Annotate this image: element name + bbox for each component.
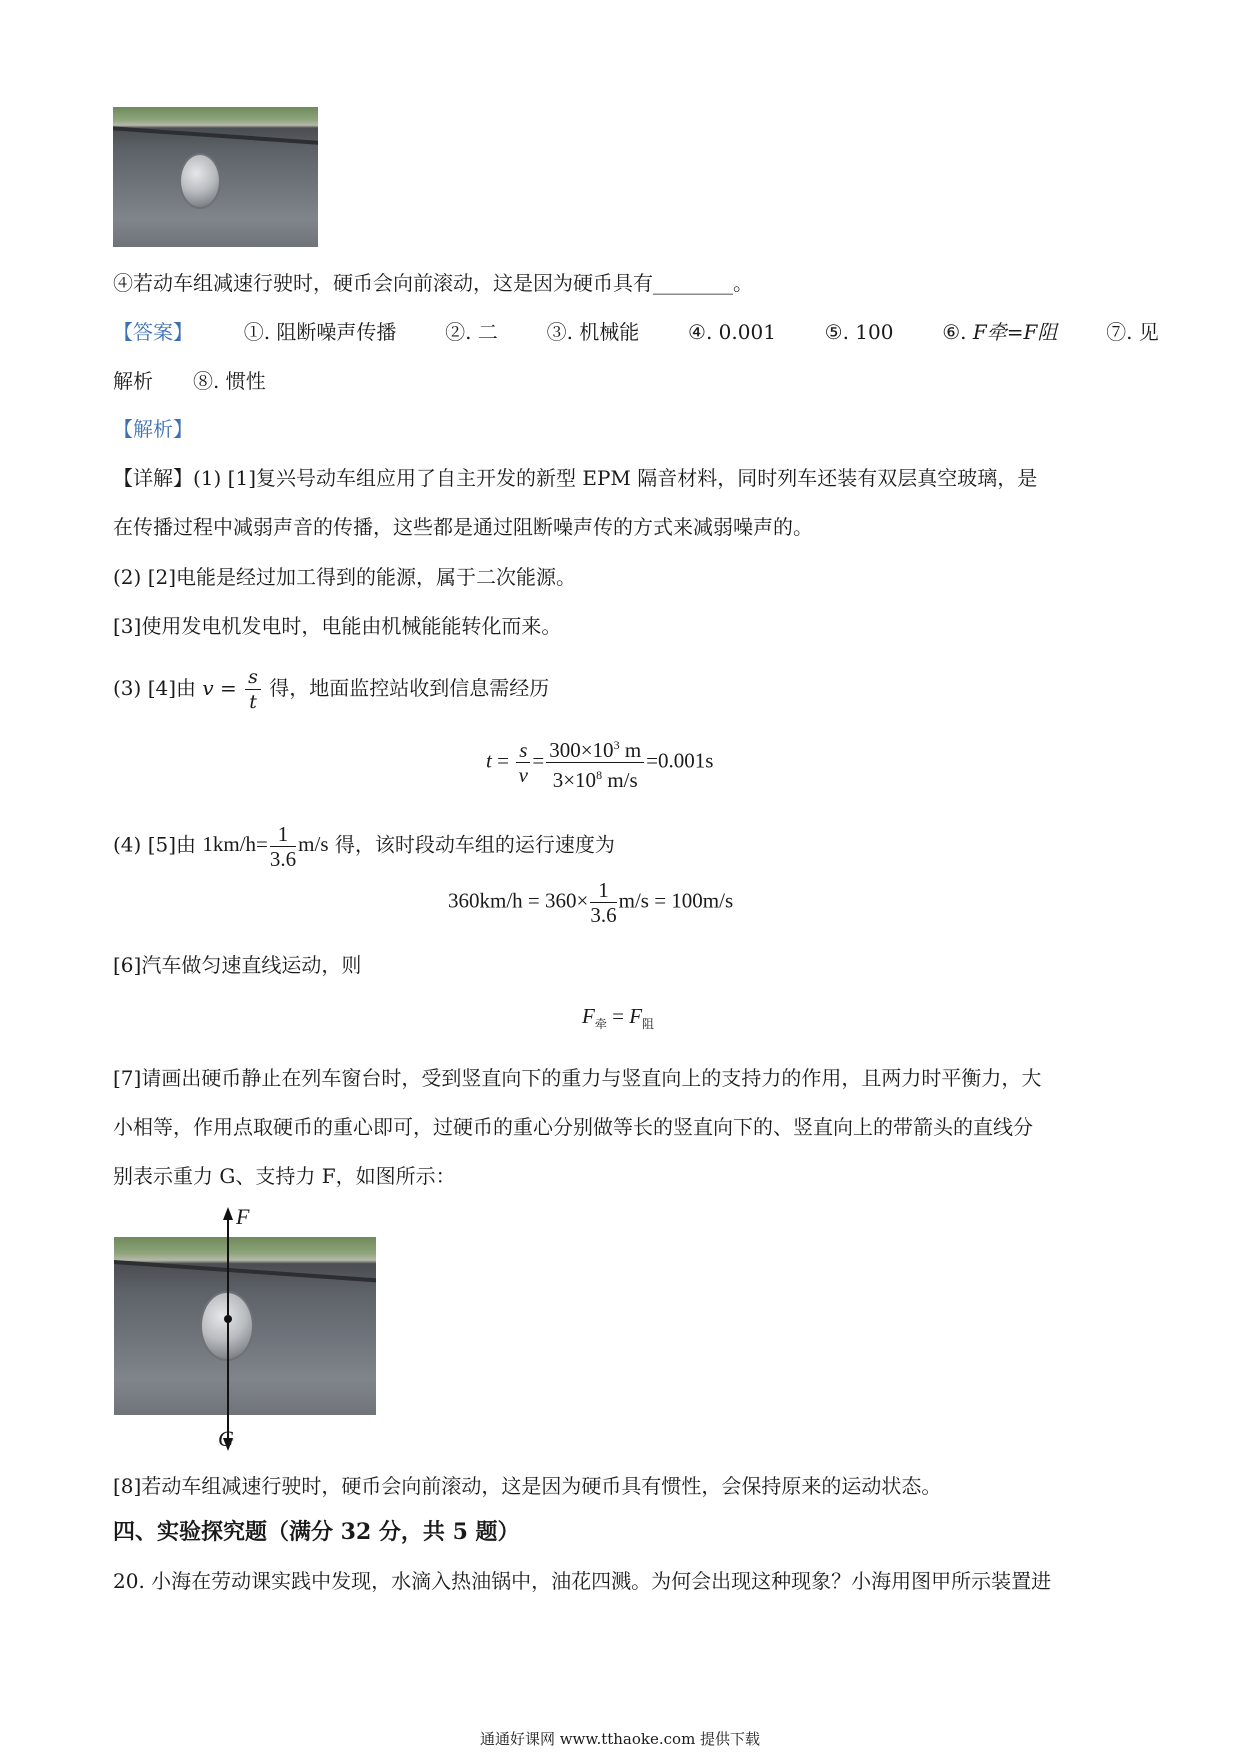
v-equals-s-over-t: v = $\frac{s}{t}$ [202, 676, 269, 700]
answer-item-6: ⑥. [942, 320, 973, 344]
detail-p1b: 在传播过程中减弱声音的传播，这些都是通过阻断噪声传的方式来减弱噪声的。 [113, 515, 813, 539]
detail-p5-post: 得，该时段动车组的运行速度为 [334, 832, 615, 857]
equation-force-balance: $F_牵 = F_阻$ [582, 1004, 655, 1032]
analysis-label: 【解析】 [113, 417, 193, 441]
force-label-f: F [236, 1204, 250, 1229]
answer-item-5: ⑤. 100 [824, 320, 894, 344]
q4-statement: ④若动车组减速行驶时，硬币会向前滚动，这是因为硬币具有________。 [113, 271, 753, 295]
detail-p4-post: 得，地面监控站收到信息需经历 [269, 676, 550, 700]
page-footer: 通通好课网 www.tthaoke.com 提供下载 [479, 1730, 761, 1748]
answer-item-1: ①. 阻断噪声传播 [243, 320, 397, 344]
detail-p3: [3]使用发电机发电时，电能由机械能能转化而来。 [113, 614, 562, 638]
section-heading: 四、实验探究题（满分 32 分，共 5 题） [113, 1519, 520, 1545]
answer-item-7: ⑦. 见 [1106, 320, 1159, 344]
coin-photo-top [113, 107, 318, 247]
detail-p4-pre: (3) [4]由 [113, 676, 197, 700]
force-label-g: G [218, 1426, 234, 1451]
coin-image [179, 153, 221, 209]
detail-p1a: 【详解】(1) [1]复兴号动车组应用了自主开发的新型 EPM 隔音材料，同时列车还装有双层真空玻璃，是 [113, 466, 1038, 490]
question-20: 20. 小海在劳动课实践中发现，水滴入热油锅中，油花四溅。为何会出现这种现象？小海用图甲所示装置进 [113, 1569, 1052, 1593]
answer-label: 【答案】 [113, 320, 193, 344]
force-arrows [190, 1205, 270, 1460]
detail-p4 [113, 665, 549, 714]
detail-p8: [8]若动车组减速行驶时，硬币会向前滚动，这是因为硬币具有惯性，会保持原来的运动状态。 [113, 1474, 942, 1498]
detail-p7c: 别表示重力 G、支持力 F，如图所示： [113, 1164, 456, 1188]
equation-time: t = $\frac{s}{v}$ = $\frac{300\times 10^3 m}{3\times 10^8 m/s}$ =0.001s [486, 733, 713, 792]
answer-item-6-formula: F牵=F阻 [972, 320, 1058, 344]
detail-p7a: [7]请画出硬币静止在列车窗台时，受到竖直向下的重力与竖直向上的支持力的作用，且两力时平衡力，大 [113, 1066, 1042, 1090]
answer-item-3: ③. 机械能 [546, 320, 640, 344]
detail-p7b: 小相等，作用点取硬币的重心即可，过硬币的重心分别做等长的竖直向下的、竖直向上的带箭头的直线分 [113, 1115, 1033, 1139]
answer-item-2: ②. 二 [445, 320, 498, 344]
answer-line-2: 解析 ⑧. 惯性 [113, 369, 266, 393]
answer-item-4: ④. 0.001 [688, 320, 776, 344]
conversion-formula: 1km/h= $\frac{1}{3.6}$ m/s [202, 822, 329, 871]
equation-speed: 360km/h = 360× $\frac{1}{3.6}$ m/s = 100m/s [448, 878, 734, 927]
detail-p6: [6]汽车做匀速直线运动，则 [113, 953, 362, 977]
answer-line [113, 317, 1159, 347]
detail-p2: (2) [2]电能是经过加工得到的能源，属于二次能源。 [113, 565, 577, 589]
detail-p5 [113, 822, 615, 871]
detail-p5-pre: (4) [5]由 [113, 832, 197, 857]
